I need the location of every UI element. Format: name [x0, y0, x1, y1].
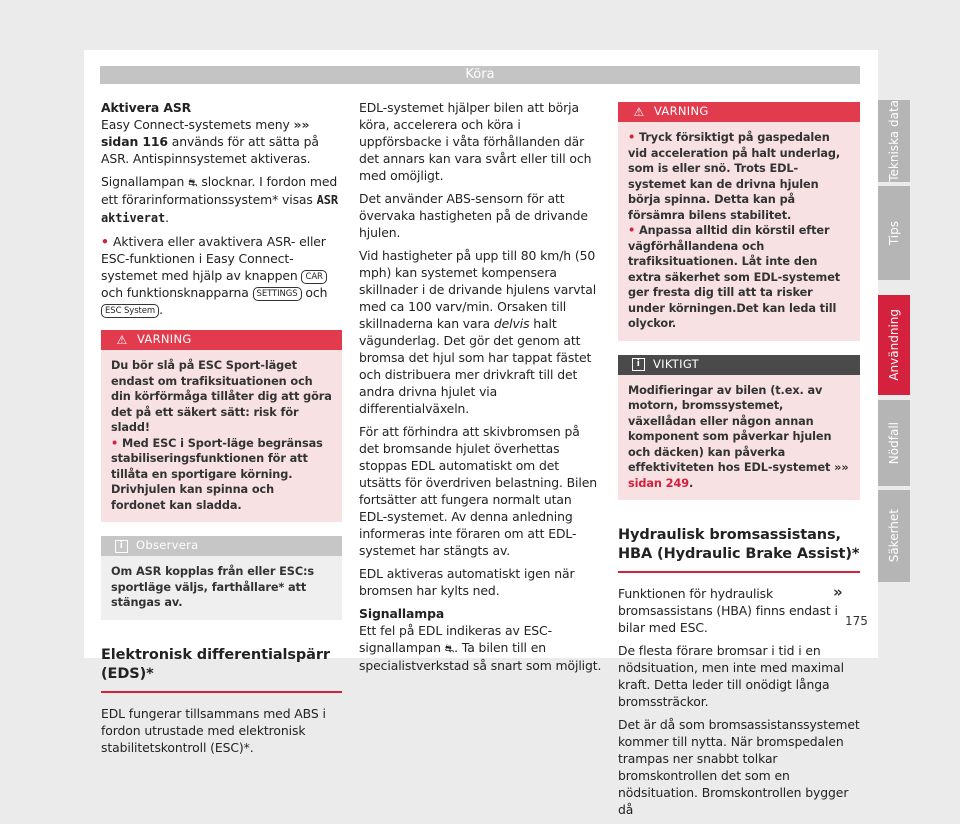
important-box-header: i VIKTIGT	[618, 355, 860, 375]
bullet-icon: •	[628, 224, 639, 237]
cross-reference-arrow: »»	[293, 117, 310, 132]
warning-box-header: ⚠ VARNING	[101, 330, 342, 350]
car-key-icon: CAR	[301, 270, 326, 284]
warning-box-body: • Tryck försiktigt på gaspedalen vid acceleration på halt underlag, som is eller snö. Trots EDL-systemet kan de drivna hjulen börja spinna. Detta kan på försämra bilens stabilitet. • Anpassa alltid din körstil efter vägförhållandena och trafiksituationen. Låt inte den extra säkerhet som EDL-systemet ger fresta dig till att ta risker under körningen.Det kan leda till olyckor.	[618, 122, 860, 341]
paragraph-speed-compensation: Vid hastigheter på upp till 80 km/h (50 mph) kan systemet kompensera skillnader i de drivande hjulens varvtal med ca 100 varv/min. Orsaken till skillnaderna kan vara delvis halt vägunderlag. Det gör det genom att bromsa det hjul som har tappat fästet och distribuera mer drivkraft till det andra drivna hjulet via differentialväxeln.	[359, 248, 597, 416]
warning-box-body: Du bör slå på ESC Sport-läget endast om trafiksituationen och din körförmåga tillåter dig att göra det på ett säkert sätt: risk för sladd! • Med ESC i Sport-läge begränsas stabiliseringsfunktionen för att tillåta en sportigare körning. Drivhjulen kan spinna och fordonet kan sladda.	[101, 350, 342, 522]
column-1	[101, 99, 342, 762]
important-box-modifications	[618, 355, 860, 501]
tab-anvandning[interactable]: Användning	[878, 295, 910, 395]
warning-box-header: ⚠ VARNING	[618, 102, 860, 122]
bullet-icon: •	[628, 131, 639, 144]
warning-triangle-icon: ⚠	[633, 105, 645, 119]
column-3	[618, 99, 860, 824]
paragraph-brake-assist: Det är då som bromsassistanssystemet kommer till nytta. När bromspedalen trampas ner snabbt tolkar bromskontrollen det som en nödsituation. Bromskontrollen bygger då	[618, 717, 860, 817]
page-reference-link[interactable]: sidan 249	[628, 476, 689, 490]
section-header: Köra	[100, 66, 860, 84]
paragraph-asr-menu: Easy Connect-systemets meny »» sidan 116 används för att sätta på ASR. Antispinnsystemet aktiveras.	[101, 117, 319, 166]
bullet-icon: •	[101, 234, 114, 249]
paragraph-abs-sensor: Det använder ABS-sensorn för att övervaka hastigheten på de drivande hjulen.	[359, 191, 588, 240]
paragraph-hba-intro: Funktionen för hydraulisk bromsassistans (HBA) finns endast i bilar med ESC.	[618, 586, 838, 635]
tab-tekniska-data[interactable]: Tekniska data	[878, 100, 910, 182]
important-box-body: Modifieringar av bilen (t.ex. av motorn, bromssystemet, växellådan eller någon annan komponent som påverkar hjulen och däcken) kan påverka effektiviteten hos EDL-systemet »» sidan 249.	[618, 375, 860, 501]
note-box-asr	[101, 536, 342, 620]
note-box-body: Om ASR kopplas från eller ESC:s sportläge väljs, farthållare* att stängas av.	[101, 556, 342, 620]
page-reference-link[interactable]: sidan 116	[101, 134, 168, 149]
info-icon: i	[632, 358, 645, 371]
settings-key-icon: SETTINGS	[253, 287, 302, 301]
paragraph-emergency-braking: De flesta förare bromsar i tid i en nödsituation, men inte med maximal kraft. Detta leder till onödigt långa bromssträckor.	[618, 643, 844, 709]
paragraph-reactivation: EDL aktiveras automatiskt igen när bromsen har kylts ned.	[359, 566, 575, 598]
section-heading-eds: Elektronisk differentialspärr (EDS)*	[101, 646, 342, 693]
note-box-header: i Observera	[101, 536, 342, 556]
paragraph-overheat: För att förhindra att skivbromsen på det bromsande hjulet överhettas stoppas EDL automatiskt om det utsätts för överdriven belastning. Bilen fortsätter att fungera normalt utan EDL-systemet. Av denna anledning informeras inte föraren om att EDL-systemet har stängts av.	[359, 424, 597, 558]
bullet-asr-esc-toggle: • Aktivera eller avaktivera ASR- eller ESC-funktionen i Easy Connect-systemet med hjälp av knappen CAR och funktionsknapparna SETTINGS och ESC System .	[101, 234, 328, 317]
esc-signal-lamp-icon: ⛐	[444, 642, 455, 655]
page-number: 175	[845, 614, 868, 628]
paragraph-edl-abs: EDL fungerar tillsammans med ABS i fordon utrustade med elektronisk stabilitetskontroll (ESC)*.	[101, 705, 326, 755]
paragraph-edl-intro: EDL-systemet hjälper bilen att börja köra, accelerera och köra i uppförsbacke i våta förhållanden där det annars kan vara svårt eller till och med omöjligt.	[359, 100, 592, 183]
cross-reference-arrow: »»	[834, 461, 849, 474]
warning-box-edl	[618, 102, 860, 341]
warning-box-esc-sport	[101, 330, 342, 522]
paragraph-signal-lamp: Signallampan ⛐ slocknar. I fordon med ett förarinformationssystem* visas ASR aktiverat.	[101, 174, 338, 225]
tab-sakerhet[interactable]: Säkerhet	[878, 490, 910, 582]
subheading-activate-asr: Aktivera ASR	[101, 100, 192, 115]
subheading-signal-lamp: Signallampa	[359, 606, 445, 621]
tab-tips[interactable]: Tips	[878, 186, 910, 280]
section-heading-hba: Hydraulisk bromsassistans, HBA (Hydraulic Brake Assist)*	[618, 526, 860, 573]
esc-system-key-icon: ESC System	[101, 304, 159, 318]
column-2	[359, 99, 602, 680]
info-icon: i	[115, 540, 128, 553]
display-message-asr: ASR aktiverat	[101, 193, 338, 225]
paragraph-edl-fault: Ett fel på EDL indikeras av ESC-signallampan ⛐. Ta bilen till en specialistverkstad så snart som möjligt.	[359, 623, 602, 673]
bullet-icon: •	[111, 436, 122, 450]
continue-arrow-icon: »	[833, 583, 843, 601]
asr-signal-lamp-icon: ⛐	[188, 176, 198, 189]
warning-triangle-icon: ⚠	[116, 333, 128, 347]
tab-nodfall[interactable]: Nödfall	[878, 400, 910, 486]
